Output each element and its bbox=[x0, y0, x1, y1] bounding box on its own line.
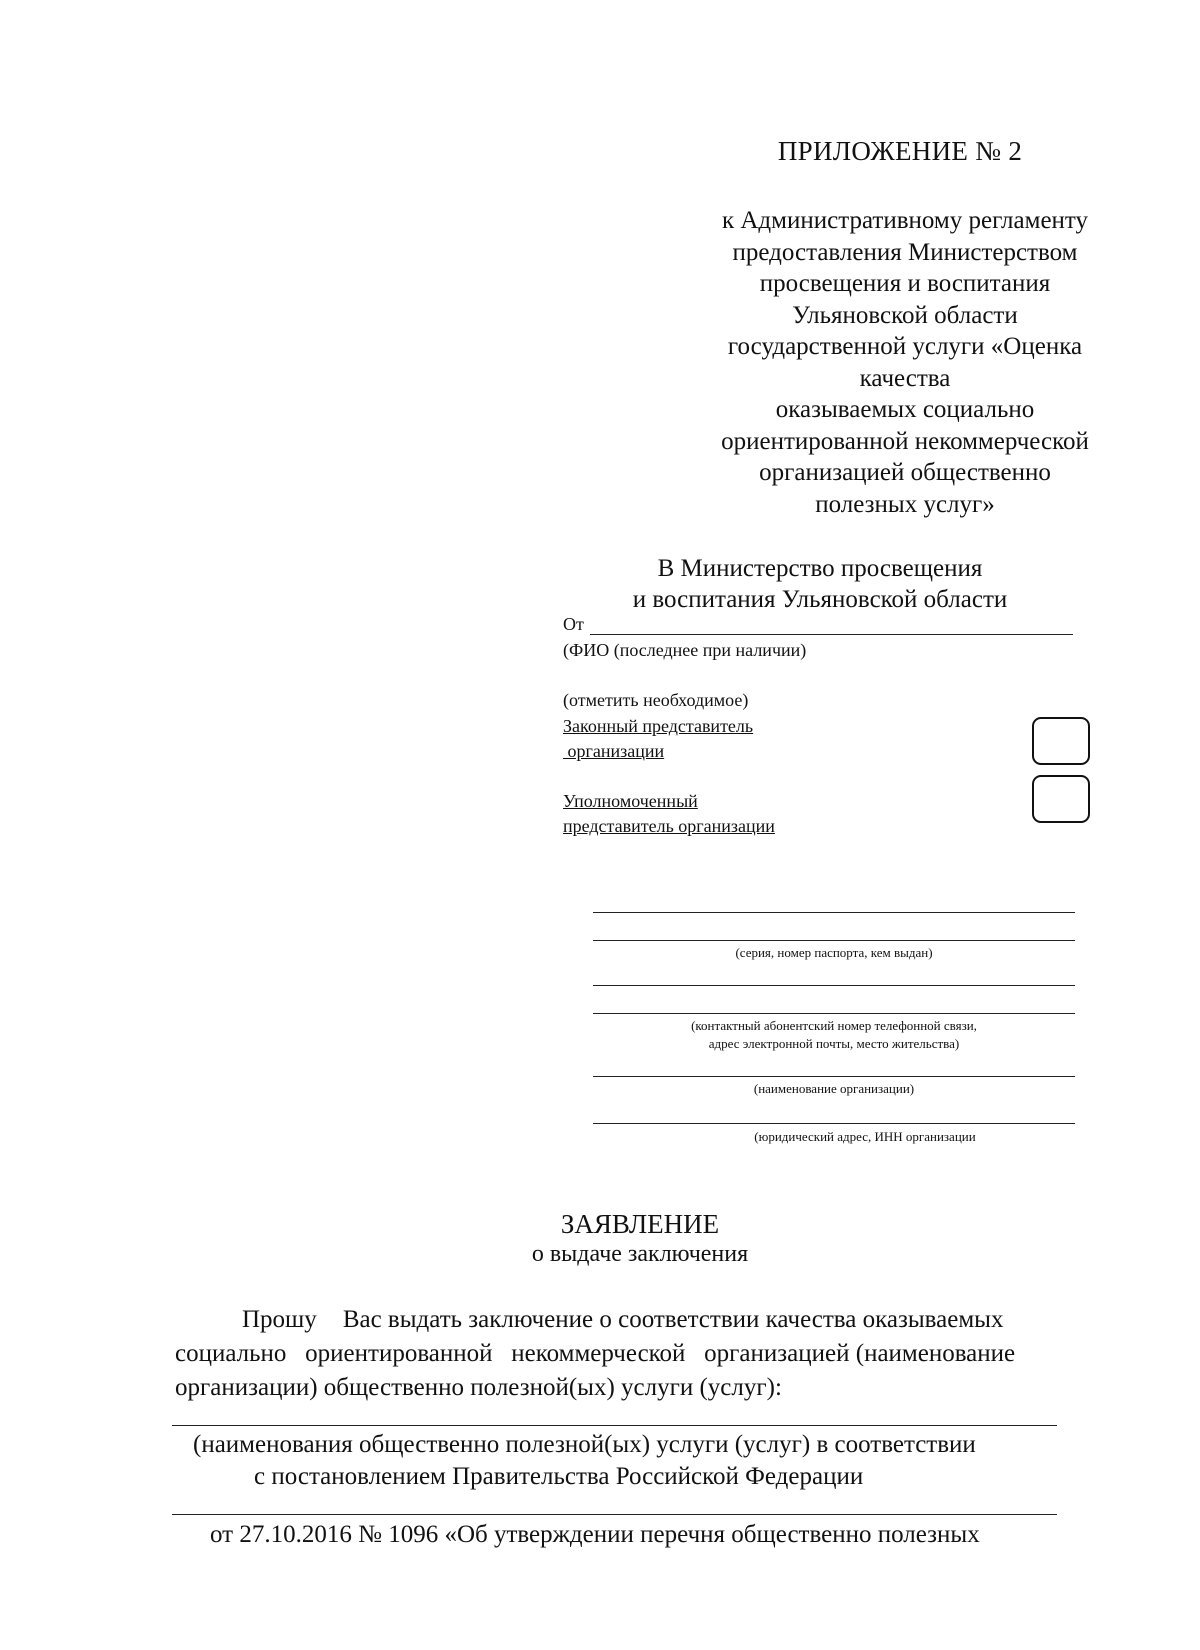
org-name-fill-line[interactable] bbox=[593, 1076, 1075, 1077]
services-fill-line[interactable] bbox=[172, 1425, 1057, 1426]
regulation-line: Ульяновской области bbox=[792, 301, 1018, 329]
authorized-representative-label bbox=[563, 789, 775, 839]
option-label-line: Законный представитель bbox=[563, 716, 754, 736]
request-paragraph-line bbox=[242, 1303, 1003, 1337]
option-label-line: организации bbox=[563, 741, 665, 761]
regulation-line: государственной услуги «Оценка bbox=[727, 333, 1083, 360]
org-address-fill-line[interactable] bbox=[593, 1123, 1075, 1124]
services-caption-line: (наименования общественно полезной(ых) услуги (услуг) в соответствии bbox=[193, 1431, 976, 1458]
mark-instruction: (отметить необходимое) bbox=[563, 690, 749, 710]
option-label-line: Уполномоченный bbox=[563, 791, 698, 811]
authorized-representative-checkbox[interactable] bbox=[1032, 775, 1090, 823]
contact-caption bbox=[593, 1017, 1075, 1053]
request-word: Прошу bbox=[242, 1306, 317, 1333]
org-name-caption: (наименование организации) bbox=[753, 1081, 915, 1096]
statement-subtitle: о выдаче заключения bbox=[531, 1241, 749, 1267]
appendix-title: ПРИЛОЖЕНИЕ № 2 bbox=[777, 136, 1023, 166]
legal-representative-checkbox[interactable] bbox=[1032, 717, 1090, 765]
from-label: От bbox=[563, 614, 584, 634]
regulation-line: просвещения и воспитания bbox=[759, 270, 1051, 297]
caption-line: (контактный абонентский номер телефонной связи, bbox=[691, 1018, 977, 1033]
passport-fill-line[interactable] bbox=[593, 940, 1075, 941]
services-caption-line: с постановлением Правительства Российской Федерации bbox=[254, 1463, 864, 1490]
request-paragraph-line: организации) общественно полезной(ых) услуги (услуг): bbox=[175, 1374, 782, 1401]
request-paragraph-line: социально ориентированной некоммерческой организацией (наименование bbox=[175, 1340, 1016, 1367]
regulation-reference bbox=[660, 205, 1150, 520]
caption-line: адрес электронной почты, место жительства) bbox=[708, 1036, 960, 1051]
fio-caption: (ФИО (последнее при наличии) bbox=[563, 640, 807, 660]
statement-title: ЗАЯВЛЕНИЕ bbox=[560, 1209, 720, 1239]
legal-representative-label bbox=[563, 714, 753, 764]
org-address-caption: (юридический адрес, ИНН организации bbox=[754, 1129, 976, 1144]
contact-fill-line[interactable] bbox=[593, 1013, 1075, 1014]
addressee-block bbox=[560, 553, 1080, 615]
regulation-line: оказываемых социально bbox=[775, 396, 1035, 423]
request-rest: Вас выдать заключение о соответствии качества оказываемых bbox=[342, 1306, 1004, 1333]
regulation-line: организацией общественно bbox=[759, 459, 1051, 486]
addressee-line: и воспитания Ульяновской области bbox=[632, 586, 1008, 613]
contact-fill-line[interactable] bbox=[593, 985, 1075, 986]
decree-line: от 27.10.2016 № 1096 «Об утверждении перечня общественно полезных bbox=[210, 1521, 980, 1548]
regulation-line: качества bbox=[859, 364, 951, 392]
services-fill-line[interactable] bbox=[172, 1514, 1057, 1515]
from-fill-line[interactable] bbox=[590, 634, 1073, 635]
regulation-line: ориентированной некоммерческой bbox=[721, 427, 1089, 455]
passport-caption: (серия, номер паспорта, кем выдан) bbox=[735, 945, 933, 960]
regulation-line: к Административному регламенту bbox=[721, 207, 1089, 234]
addressee-line: В Министерство просвещения bbox=[657, 555, 983, 582]
option-label-line: представитель организации bbox=[563, 816, 775, 836]
regulation-line: полезных услуг» bbox=[815, 490, 995, 518]
passport-fill-line[interactable] bbox=[593, 912, 1075, 913]
regulation-line: предоставления Министерством bbox=[732, 238, 1078, 266]
